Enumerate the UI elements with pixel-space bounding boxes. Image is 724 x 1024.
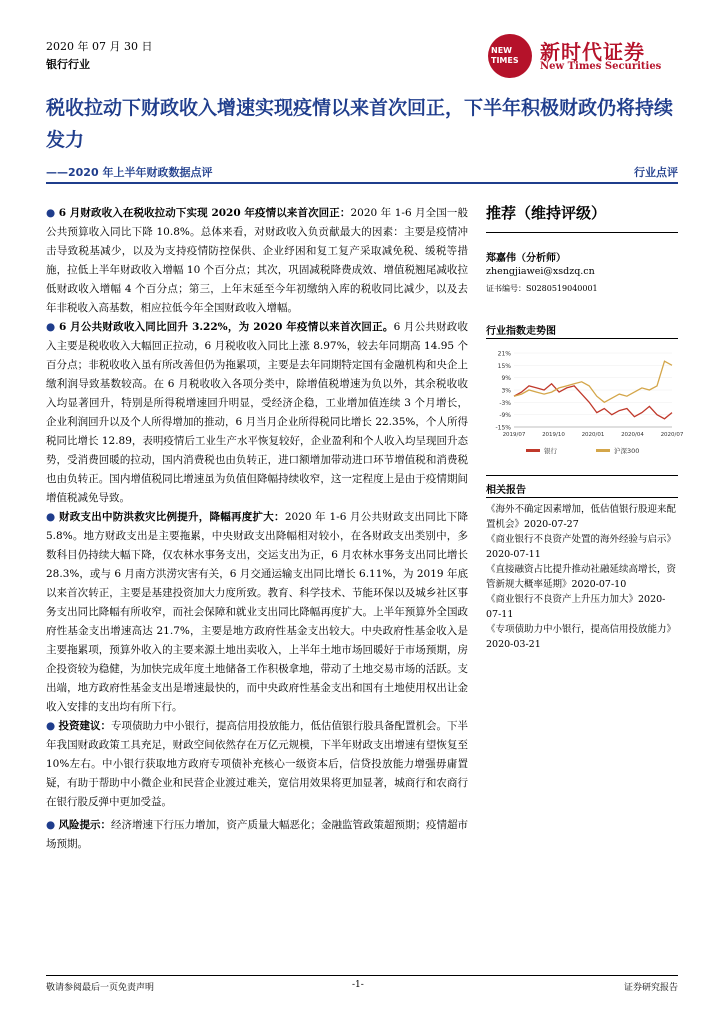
logo-emblem-line-2: TIMES <box>491 56 519 65</box>
chart-ytick-label: 15% <box>497 362 511 370</box>
chart-legend-swatch <box>596 449 610 452</box>
paragraph-june-revenue <box>46 318 468 508</box>
chart-xtick-label: 2019/10 <box>542 432 565 438</box>
paragraph-risk <box>46 816 468 854</box>
footer-label: 证券研究报告 <box>623 983 678 993</box>
analyst-email[interactable]: zhengjiawei@xsdzq.cn <box>486 266 595 277</box>
chart-series-line <box>514 361 672 402</box>
logo-emblem-line-1: NEW <box>491 46 512 55</box>
paragraph-text: 2020 年 1-6 月公共财政支出同比下降 5.8%。地方财政支出是主要拖累，中央财政支出降幅相对较小，在各财政支出类别中，多数科目仍持续大幅下降，仅农林水事务支出，交运支出为正，6 月农林水事务支出同比增长 28.3%，或与 6 月南方洪涝灾害有关，6 月交通运输支出同比增长 6.11%，为 2019 年底以来首次转正，主要是基建投资加大力度所致。教育、科学技术、节能环保以及城乡社区事务支出同比降幅有所收窄，而社会保障和就业支出同比降幅再度扩大。上半年预算外全国政府性基金支出增速高达 21.7%，主要是地方政府性基金支出较大。中央政府性基金收入是主要拖累项，预算外收入的主要来源土地出卖收入，上半年土地市场回暖好于市场预期，房企投资较为稳健，为加快完成年度土地储备工作积极拿地，带动了土地交易市场的活跃。支出端，地方政府性基金支出是增速最快的，而中央政府性基金支出和国有土地使用权出让金收入安排的支出均有所下行。 <box>46 511 468 713</box>
related-title-divider <box>486 497 678 498</box>
bullet-icon: ● <box>46 720 56 732</box>
paragraph-revenue <box>46 204 468 318</box>
chart-ytick-label: -3% <box>499 399 511 407</box>
chart-ytick-label: -15% <box>495 424 511 432</box>
footer-disclaimer[interactable]: 敬请参阅最后一页免责声明 <box>46 983 155 993</box>
related-report-item[interactable]: 《商业银行不良资产上升压力加大》2020-07-11 <box>486 594 666 620</box>
related-title: 相关报告 <box>486 485 526 496</box>
bullet-icon: ● <box>46 511 56 523</box>
logo-name-cn: 新时代证券 <box>540 40 645 64</box>
paragraph-text: 6 月公共财政收入主要是税收收入大幅回正拉动，6 月税收收入同比上涨 8.97%，较去年同期高 14.95 个百分点；非税收收入虽有所改善但仍为拖累项，主要是去年同期特定国有金融机构和央企上缴利润导致基数较高。在 6 月税收收入各项分类中，除增值税增速为负以外，其余税收收入均显著回升，特别是所得税增速回升明显，受经济企稳，工业增加值连续 3 个月增长，企业利润回升以及个人所得增加的推动，6 月当月企业所得税同比增长 22.35%，个人所得税同比增长 12.89，表明疫情后工业生产水平恢复较好，企业盈利和个人收入均呈现回升态势，受消费回暖的拉动，国内消费税也由负转正，进口额增加带动进口环节增值税和消费税也由负转正。国内增值税同比增速虽为负值但降幅持续收窄，这一定程度上是由于疫情期间增值税减免导致。 <box>46 321 469 504</box>
logo-name-en: New Times Securities <box>540 61 662 72</box>
chart-ytick-label: 9% <box>501 375 511 383</box>
report-date: 2020 年 07 月 30 日 <box>46 40 153 53</box>
chart-ytick-label: 21% <box>497 350 511 358</box>
report-type: 行业点评 <box>634 166 678 179</box>
chart-title-divider <box>486 338 678 339</box>
paragraph-expenditure <box>46 508 468 717</box>
rating: 推荐（维持评级） <box>486 204 607 222</box>
report-sector: 银行行业 <box>46 58 90 71</box>
chart-xtick-label: 2020/07 <box>660 432 684 438</box>
title-divider <box>46 182 678 184</box>
paragraph-lead: 6 月公共财政收入同比回升 3.22%，为 2020 年疫情以来首次回正。 <box>58 321 394 333</box>
rating-divider <box>486 232 678 233</box>
paragraph-lead: 投资建议： <box>58 720 112 732</box>
company-logo <box>488 34 688 78</box>
report-title: 税收拉动下财政收入增速实现疫情以来首次回正，下半年积极财政仍将持续发力 <box>46 97 674 151</box>
paragraph-lead: 风险提示： <box>58 819 112 831</box>
chart-title: 行业指数走势图 <box>486 326 556 337</box>
chart-ytick-label: -9% <box>499 412 511 420</box>
chart-legend-label: 沪深300 <box>614 447 640 455</box>
chart-xtick-label: 2019/07 <box>502 432 526 438</box>
related-report-item[interactable]: 《直接融资占比提升推动社融延续高增长，资管新规大概率延期》2020-07-10 <box>486 564 677 590</box>
chart-xtick-label: 2020/04 <box>621 432 644 438</box>
related-report-item[interactable]: 《海外不确定因素增加，低估值银行股迎来配置机会》2020-07-27 <box>486 504 677 530</box>
related-reports <box>486 502 678 652</box>
related-divider-top <box>486 475 678 476</box>
paragraph-text: 2020 年 1-6 月全国一般公共预算收入同比下降 10.8%。总体来看，对财政收入负贡献最大的因素：主要是疫情冲击导致税基减少，以及为支持疫情防控保供、企业纾困和复工复产采取减免税、缓税等措施，拉低上半年财政收入增幅 10 个百分点；其次，巩固减税降费成效、增值税翘尾减收拉低财政收入增幅 4 个百分点；第三，上年末延至今年初缴纳入库的税收同比减少，以及去年非税收入高基数，相应拉低今年全国财政收入增幅。 <box>46 207 468 314</box>
paragraph-investment <box>46 717 468 812</box>
paragraph-text: 专项债助力中小银行，提高信用投放能力，低估值银行股具备配置机会。下半年我国财政政策工具充足，财政空间依然存在万亿元规模，下半年财政支出增速有望恢复至 10%左右。中小银行获取地方政府专项债补充核心一级资本后，信贷投放能力增强毋庸置疑，有助于帮助中小微企业和民营企业渡过难关，宽信用效果将更加显著，城商行和农商行在银行股反弹中更加受益。 <box>46 720 469 808</box>
paragraph-lead: 6 月财政收入在税收拉动下实现 2020 年疫情以来首次回正： <box>58 207 351 219</box>
paragraph-lead: 财政支出中防洪救灾比例提升，降幅再度扩大： <box>59 511 285 523</box>
footer-divider <box>46 975 678 976</box>
report-subtitle: ——2020 年上半年财政数据点评 <box>46 166 213 179</box>
related-report-item[interactable]: 《专项债助力中小银行，提高信用投放能力》2020-03-21 <box>486 624 677 650</box>
bullet-icon: ● <box>46 819 56 831</box>
bullet-icon: ● <box>46 321 56 333</box>
chart-xtick-label: 2020/01 <box>581 432 605 438</box>
analyst-name: 郑嘉伟（分析师） <box>486 253 566 264</box>
logo-emblem-icon <box>488 34 532 78</box>
analyst-license: 证书编号：S0280519040001 <box>486 284 598 293</box>
related-report-item[interactable]: 《商业银行不良资产处置的海外经验与启示》2020-07-11 <box>486 534 677 560</box>
chart-legend-swatch <box>526 449 540 452</box>
chart-legend-label: 银行 <box>544 447 557 455</box>
paragraph-text: 经济增速下行压力增加，资产质量大幅恶化；金融监管政策超预期；疫情超市场预期。 <box>46 819 469 850</box>
index-trend-chart <box>486 345 684 465</box>
report-body <box>46 204 468 854</box>
chart-ytick-label: 3% <box>501 387 511 395</box>
bullet-icon: ● <box>46 207 56 219</box>
page-number: -1- <box>352 980 364 990</box>
